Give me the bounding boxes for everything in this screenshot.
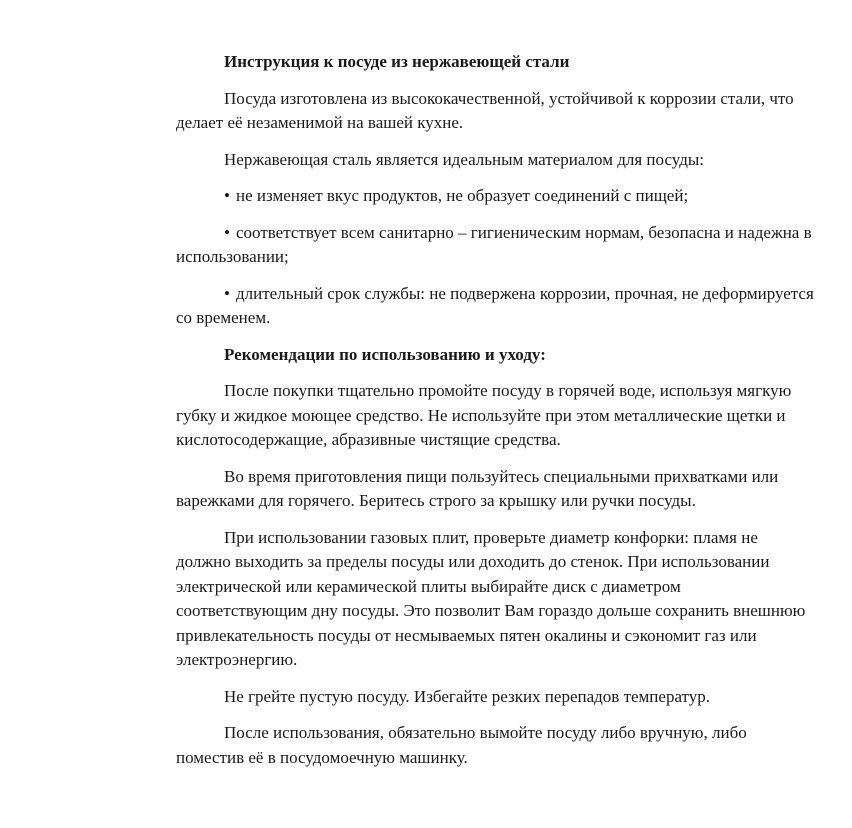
- document-title: Инструкция к посуде из нержавеющей стали: [224, 52, 570, 71]
- care-paragraph: Во время приготовления пищи пользуйтесь специальными прихватками или варежками для горячего. Беритесь строго за крышку или ручки посуды.: [176, 466, 779, 510]
- intro-paragraph: Посуда изготовлена из высококачественной, устойчивой к коррозии стали, что делает её незаменимой на вашей кухне.: [176, 88, 794, 132]
- bullet-item: [176, 221, 816, 270]
- bullet-icon: •: [224, 283, 230, 303]
- care-paragraph: При использовании газовых плит, проверьте диаметр конфорки: пламя не должно выходить за пределы посуды или доходить до стенок. При использовании электрической или керамической плиты выбирайте диск с диаметром соответствующим дну посуды. Это позволит Вам гораздо дольше сохранить внешнюю привлекательность посуды от несмываемых пятен окалины и сэкономит газ или электроэнергию.: [176, 527, 806, 669]
- bullet-item: [176, 184, 816, 209]
- care-paragraph: После использования, обязательно вымойте посуду либо вручную, либо поместив её в посудомоечную машинку.: [176, 723, 747, 767]
- bullet-text: длительный срок службы: не подвержена коррозии, прочная, не деформируется со временем.: [176, 283, 814, 327]
- care-paragraph: Не грейте пустую посуду. Избегайте резких перепадов температур.: [224, 686, 711, 706]
- care-paragraph: После покупки тщательно промойте посуду в горячей воде, используя мягкую губку и жидкое моющее средство. Не используйте при этом металлические щетки и кислотосодержащие, абразивные чистящие средства.: [176, 381, 792, 449]
- document-body: [176, 50, 816, 782]
- bullet-icon: •: [224, 186, 230, 205]
- lead-paragraph: Нержавеющая сталь является идеальным материалом для посуды:: [224, 149, 704, 169]
- bullet-text: не изменяет вкус продуктов, не образует соединений с пищей;: [236, 186, 689, 205]
- bullet-text: соответствует всем санитарно – гигиеническим нормам, безопасна и надежна в использовании;: [176, 222, 812, 266]
- care-heading: Рекомендации по использованию и уходу:: [224, 344, 546, 364]
- bullet-item: [176, 282, 816, 331]
- bullet-icon: •: [224, 222, 230, 242]
